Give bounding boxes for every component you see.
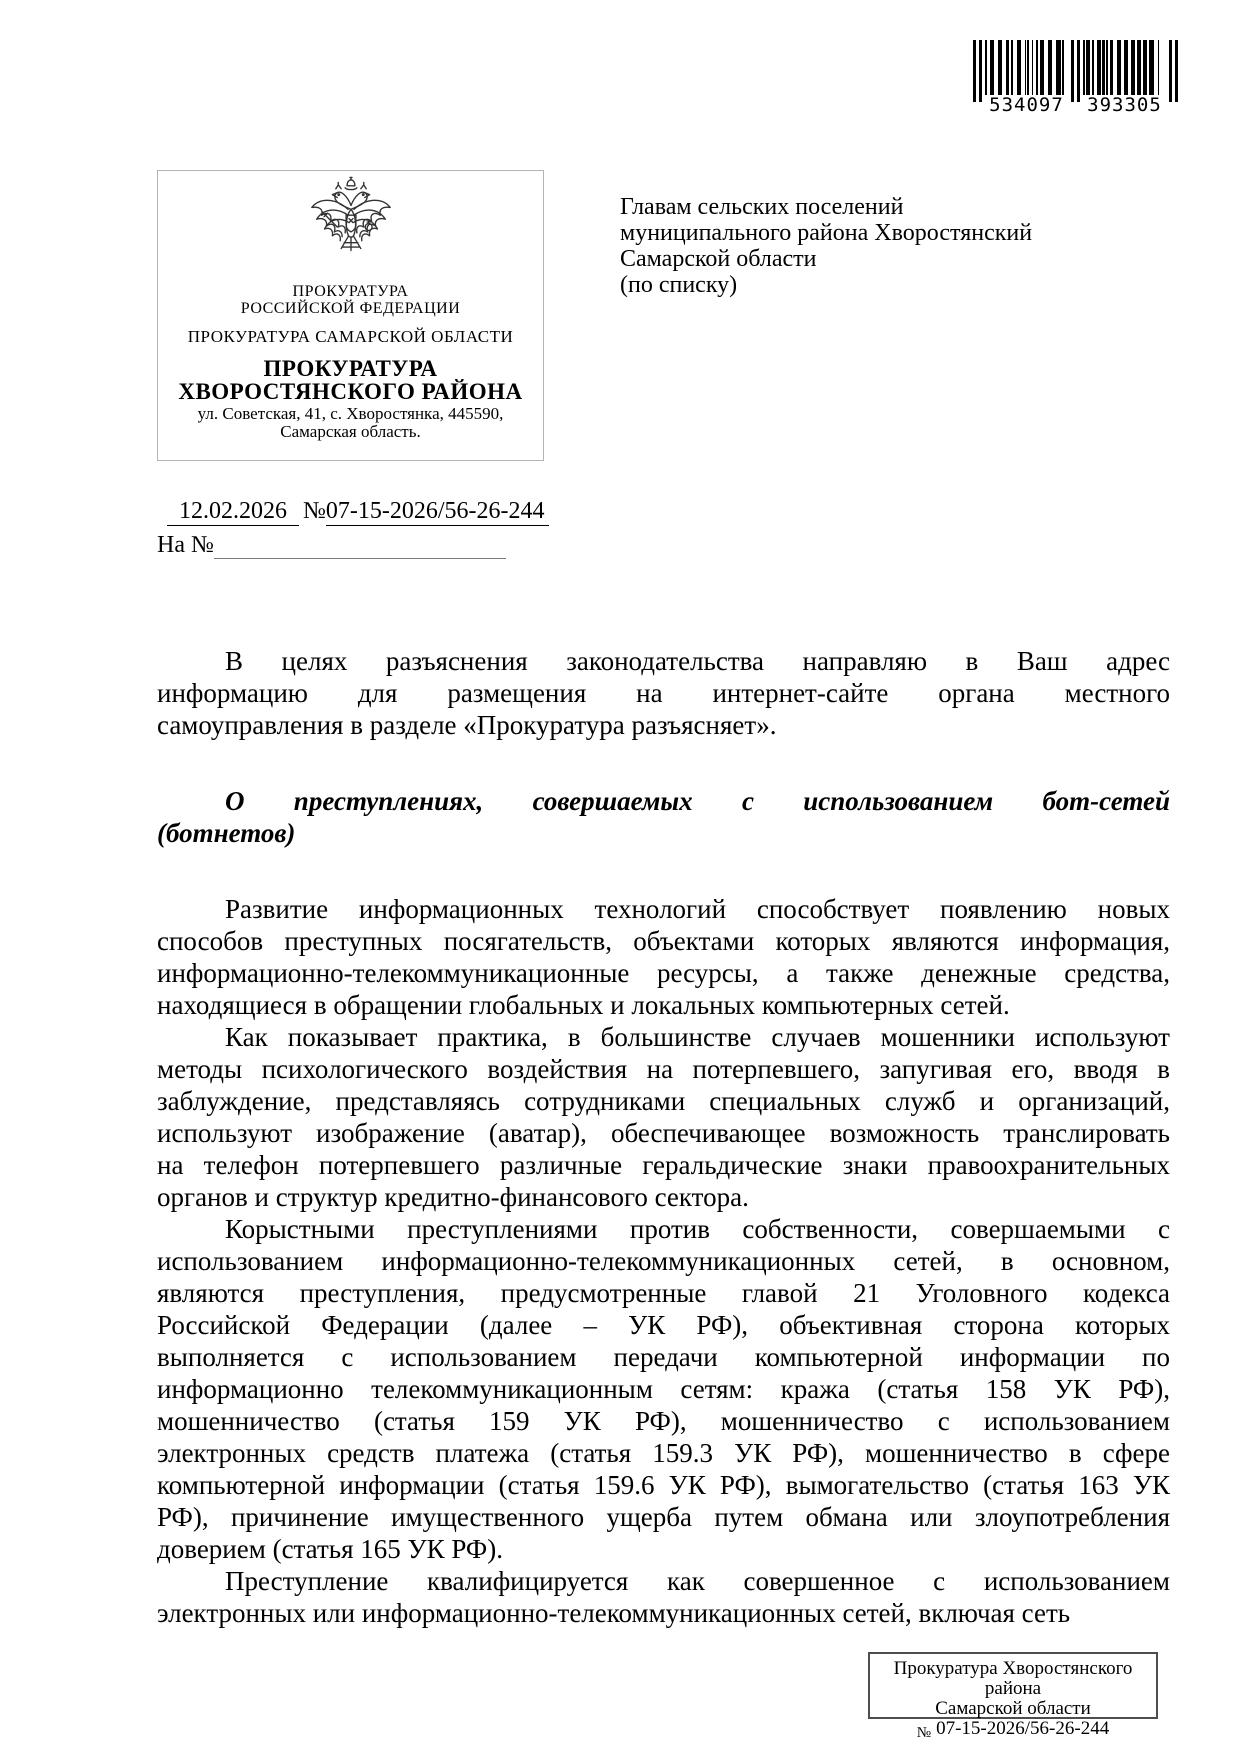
org-district-line1: ПРОКУРАТУРА	[263, 356, 438, 381]
barcode-group-left	[982, 40, 1071, 115]
text-line: самоуправления в разделе «Прокуратура разъясняет».	[157, 710, 777, 740]
barcode-guard-left	[973, 40, 982, 102]
text-line: являются преступления, предусмотренные главой 21 Уголовного кодекса	[157, 1278, 1170, 1308]
text-line: О преступлениях, совершаемых с использованием бот-сетей	[225, 786, 1170, 816]
reference-block	[157, 498, 549, 559]
addressee-block	[620, 194, 1090, 298]
text-line: на телефон потерпевшего различные геральдические знаки правоохранительных	[157, 1150, 1170, 1180]
text-line: РФ), причинение имущественного ущерба путем обмана или злоупотребления	[157, 1502, 1170, 1532]
stamp-number-line	[870, 1719, 1156, 1740]
text-line: (ботнетов)	[157, 818, 296, 848]
addressee-line: Главам сельских поселений	[620, 194, 904, 220]
text-line: заблуждение, представляясь сотрудниками специальных служб и организаций,	[157, 1086, 1170, 1116]
text-line: Российской Федерации (далее – УК РФ), объективная сторона которых	[157, 1310, 1170, 1340]
outgoing-date-number-line	[157, 498, 549, 526]
paragraph	[157, 645, 1170, 741]
outgoing-date: 12.02.2026	[167, 498, 299, 526]
coat-of-arms-eagle-icon	[301, 176, 401, 278]
letterhead-box	[157, 170, 544, 461]
reply-to-label: На №	[157, 532, 214, 558]
text-line: доверием (статья 165 УК РФ).	[157, 1534, 504, 1564]
barcode-bars-right	[1080, 40, 1169, 95]
barcode-guard-middle	[1071, 40, 1080, 102]
stamp-org-line1: Прокуратура Хворостянского района	[893, 1658, 1133, 1699]
text-line: органов и структур кредитно-финансового сектора.	[157, 1182, 749, 1212]
stamp-org-line2: Самарской области	[935, 1698, 1091, 1719]
addressee-line: муниципального района Хворостянский	[620, 220, 1033, 246]
registration-stamp-box	[868, 1652, 1158, 1741]
addressee-line: Самарской области	[620, 246, 817, 272]
reply-to-line	[157, 532, 549, 559]
text-line: Преступление квалифицируется как совершенное с использованием	[225, 1566, 1170, 1596]
barcode-number-left: 534097	[989, 94, 1064, 116]
text-line: способов преступных посягательств, объектами которых являются информация,	[157, 926, 1170, 956]
letter-body	[157, 645, 1170, 1629]
org-district-line2: ХВОРОСТЯНСКОГО РАЙОНА	[178, 379, 523, 404]
text-line: мошенничество (статья 159 УК РФ), мошенничество с использованием	[157, 1406, 1170, 1436]
barcode-guard-right	[1169, 40, 1178, 102]
barcode-bars-left	[982, 40, 1071, 95]
barcode	[973, 40, 1187, 115]
text-line: Корыстными преступлениями против собственности, совершаемыми с	[225, 1214, 1170, 1244]
stamp-number-sign: №	[916, 1725, 932, 1741]
paragraph	[157, 1565, 1170, 1629]
text-line: используют изображение (аватар), обеспечивающее возможность транслировать	[157, 1118, 1170, 1148]
text-line: электронных средств платежа (статья 159.3 УК РФ), мошенничество в сфере	[157, 1438, 1170, 1468]
text-line: выполняется с использованием передачи компьютерной информации по	[157, 1342, 1170, 1372]
org-federation-line1: ПРОКУРАТУРА	[292, 283, 409, 300]
org-federation-line2: РОССИЙСКОЙ ФЕДЕРАЦИИ	[240, 300, 461, 317]
text-line: Развитие информационных технологий способствует появлению новых	[225, 894, 1170, 924]
org-address-line2: Самарская область.	[280, 422, 421, 441]
stamp-number: 07-15-2026/56-26-244	[936, 1718, 1110, 1739]
text-line: информацию для размещения на интернет-сайте органа местного	[157, 678, 1170, 708]
paragraph	[157, 1021, 1170, 1213]
paragraph	[157, 1213, 1170, 1565]
barcode-group-right	[1080, 40, 1169, 115]
text-line: методы психологического воздействия на потерпевшего, запугивая его, вводя в	[157, 1054, 1170, 1084]
org-region: ПРОКУРАТУРА САМАРСКОЙ ОБЛАСТИ	[187, 327, 514, 346]
outgoing-number: 07-15-2026/56-26-244	[326, 498, 549, 526]
number-sign: №	[303, 498, 326, 524]
text-line: компьютерной информации (статья 159.6 УК РФ), вымогательство (статья 163 УК	[157, 1470, 1170, 1500]
subject-heading	[157, 785, 1170, 849]
text-line: использованием информационно-телекоммуникационных сетей, в основном,	[157, 1246, 1170, 1276]
barcode-bars	[973, 40, 1187, 115]
paragraph	[157, 893, 1170, 1021]
barcode-number-right: 393305	[1087, 94, 1162, 116]
text-line: находящиеся в обращении глобальных и локальных компьютерных сетей.	[157, 990, 1010, 1020]
addressee-line: (по списку)	[620, 272, 738, 298]
text-line: информационно телекоммуникационным сетям: кража (статья 158 УК РФ),	[157, 1374, 1170, 1404]
text-line: В целях разъяснения законодательства направляю в Ваш адрес	[225, 646, 1170, 676]
text-line: Как показывает практика, в большинстве случаев мошенники используют	[225, 1022, 1170, 1052]
org-address-line1: ул. Советская, 41, с. Хворостянка, 445590,	[197, 404, 504, 423]
text-line: электронных или информационно-телекоммуникационных сетей, включая сеть	[157, 1598, 1071, 1628]
reply-to-blank-line	[214, 534, 506, 559]
text-line: информационно-телекоммуникационные ресурсы, а также денежные средства,	[157, 958, 1170, 988]
